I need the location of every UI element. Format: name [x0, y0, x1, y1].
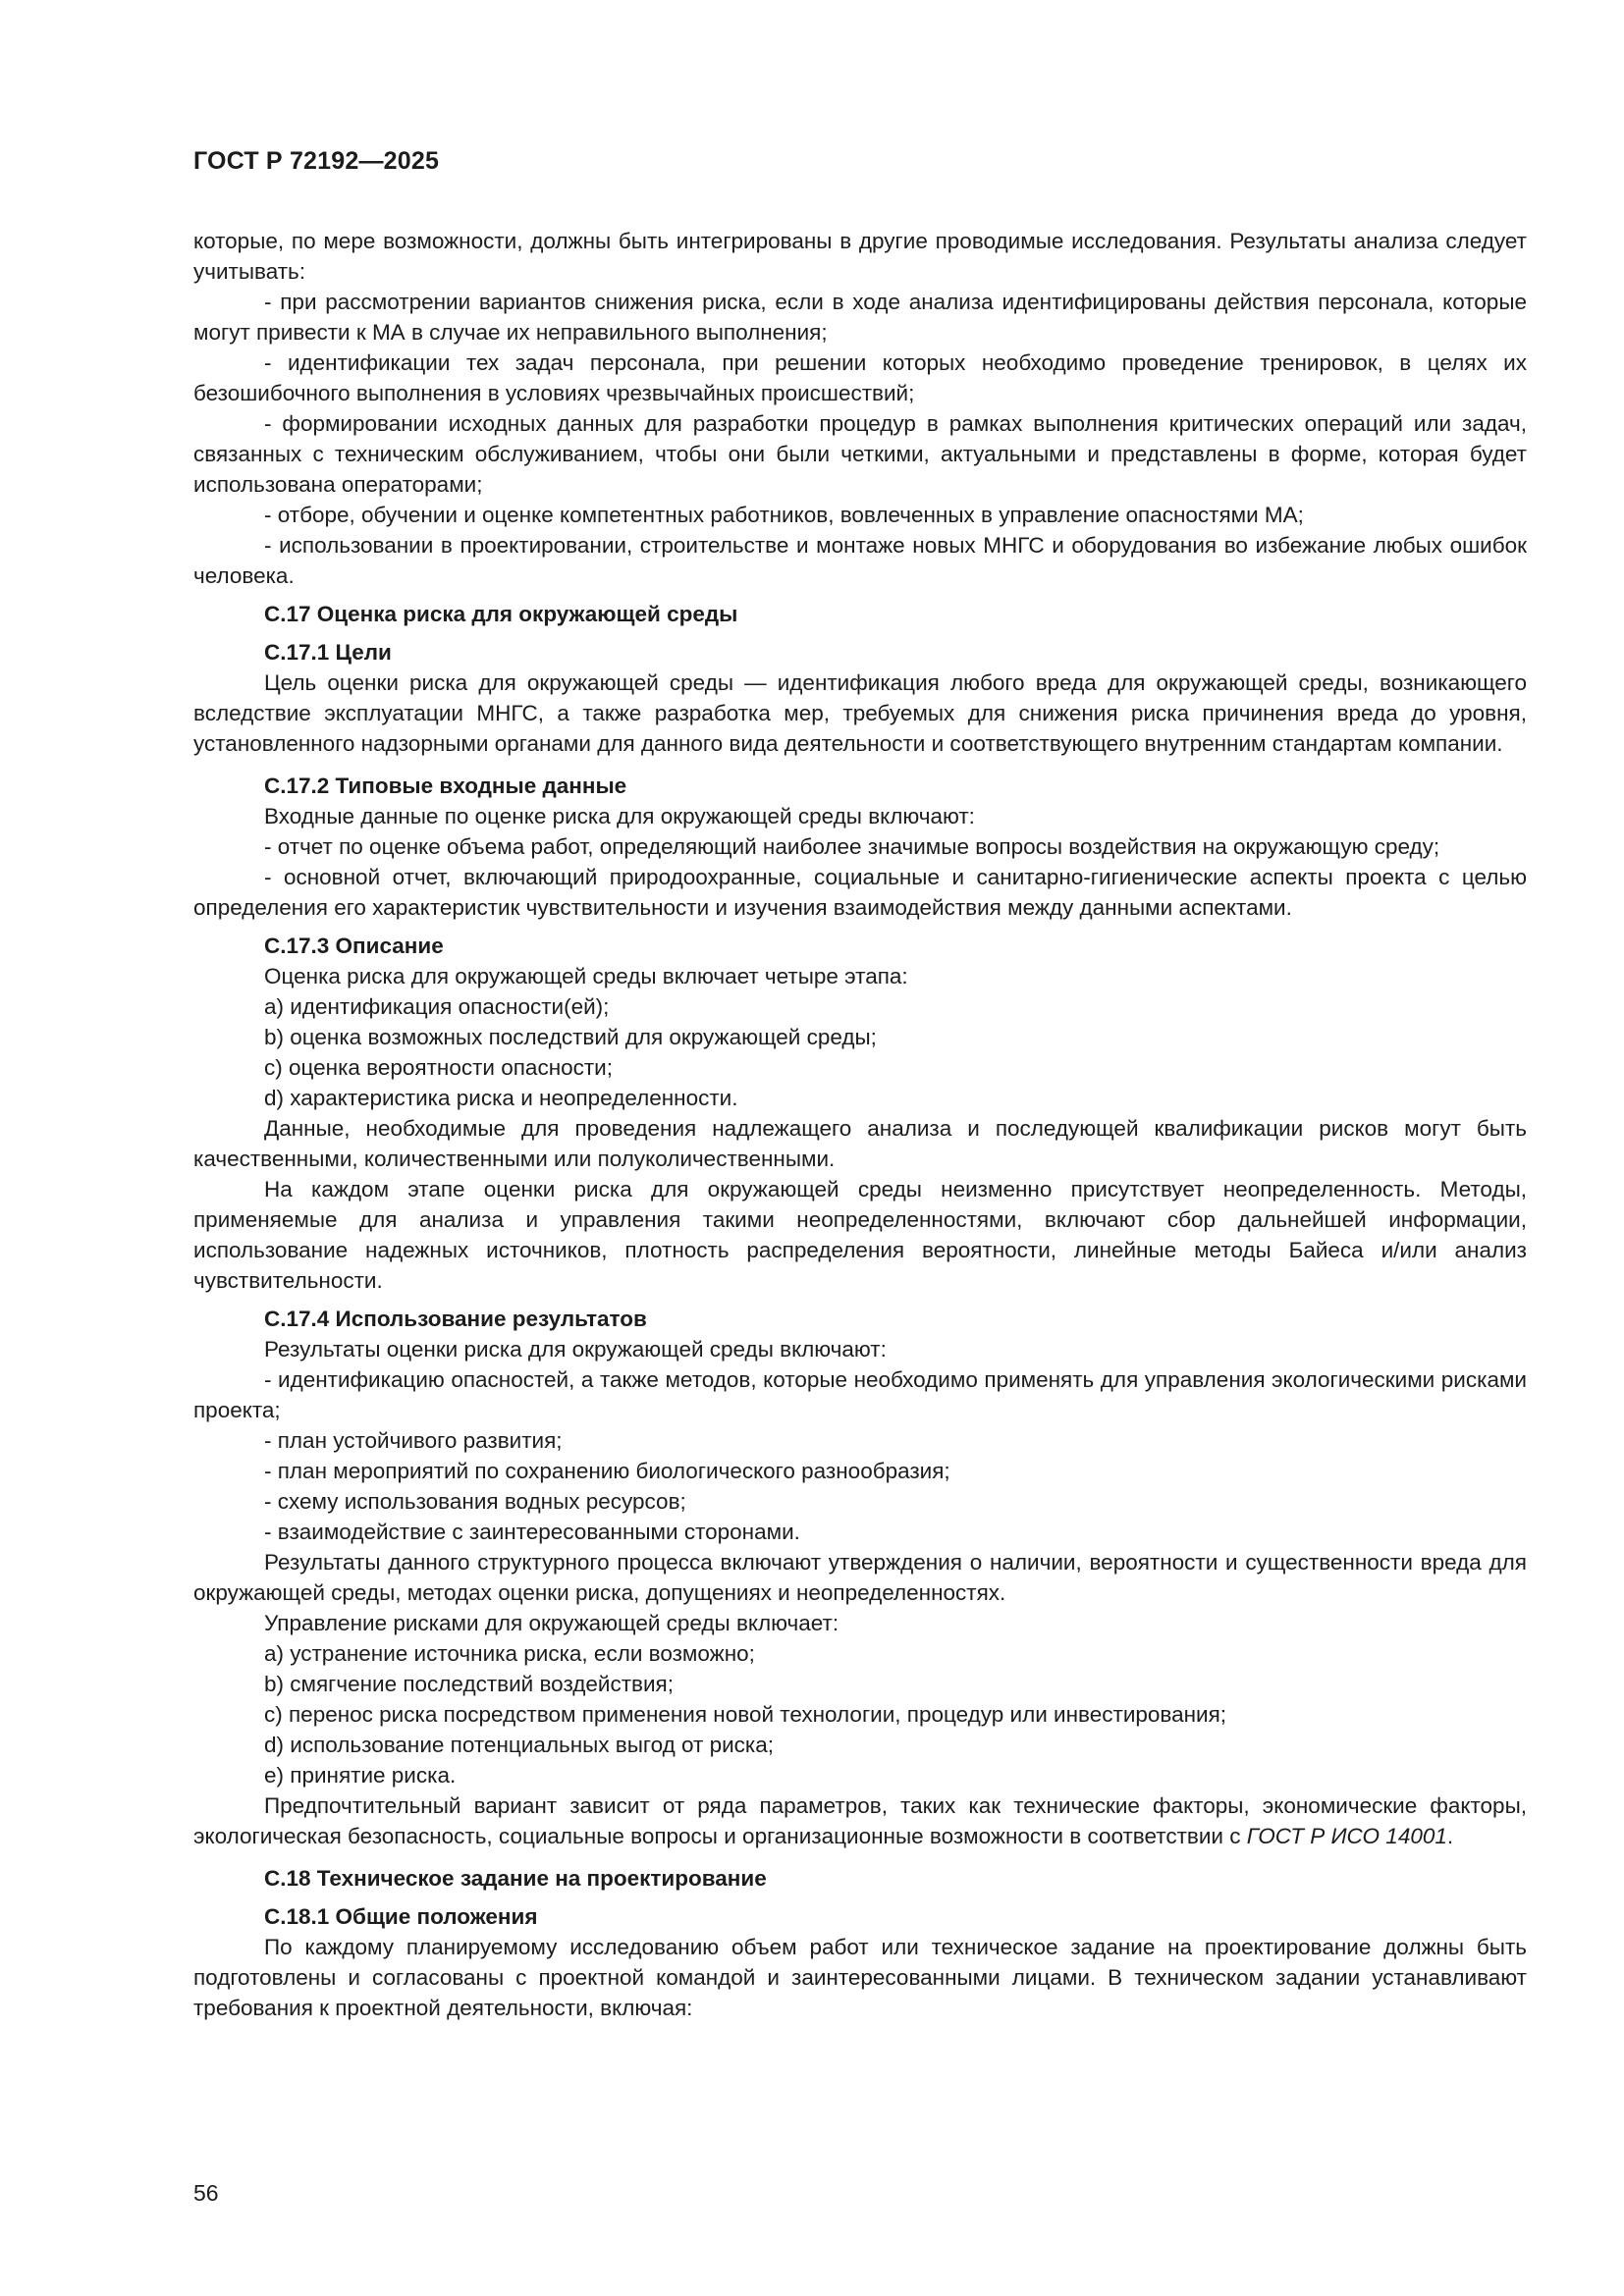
document-header: ГОСТ Р 72192—2025	[193, 147, 440, 175]
list-item: - отборе, обучении и оценке компетентных работников, вовлеченных в управление опасностями МА;	[264, 503, 1304, 527]
list-item: a) идентификация опасности(ей);	[264, 994, 610, 1019]
list-item: d) использование потенциальных выгод от риска;	[264, 1733, 775, 1757]
list-item: - план устойчивого развития;	[264, 1428, 563, 1453]
paragraph: Данные, необходимые для проведения надлежащего анализа и последующей квалификации рисков могут быть качественными, количественными или полуколичественными.	[193, 1116, 1527, 1171]
subsection-heading: С.18.1 Общие положения	[264, 1904, 538, 1929]
subsection-heading: С.17.3 Описание	[264, 934, 444, 958]
list-item: d) характеристика риска и неопределенности.	[264, 1086, 738, 1110]
paragraph-text: Предпочтительный вариант зависит от ряда параметров, таких как технические факторы, экономические факторы, экологическая безопасность, социальные вопросы и организационные возможности в соответствии с	[193, 1793, 1527, 1848]
paragraph: Оценка риска для окружающей среды включает четыре этапа:	[264, 964, 908, 988]
list-item: b) смягчение последствий воздействия;	[264, 1672, 674, 1696]
list-item: - при рассмотрении вариантов снижения риска, если в ходе анализа идентифицированы действия персонала, которые могут привести к МА в случае их неправильного выполнения;	[193, 290, 1527, 345]
list-item: - использовании в проектировании, строительстве и монтаже новых МНГС и оборудования во избежание любых ошибок человека.	[193, 533, 1527, 588]
paragraph: Результаты данного структурного процесса включают утверждения о наличии, вероятности и существенности вреда для окружающей среды, методах оценки риска, допущениях и неопределенностях.	[193, 1550, 1527, 1605]
paragraph: На каждом этапе оценки риска для окружающей среды неизменно присутствует неопределенность. Методы, применяемые для анализа и управления такими неопределенностями, включают сбор дальнейшей информации, использование надежных источников, плотность распределения вероятности, линейные методы Байеса и/или анализ чувствительности.	[193, 1177, 1527, 1293]
list-item: - идентификации тех задач персонала, при решении которых необходимо проведение тренировок, в целях их безошибочного выполнения в условиях чрезвычайных происшествий;	[193, 350, 1527, 405]
section-heading: С.17 Оценка риска для окружающей среды	[264, 602, 738, 626]
list-item: - основной отчет, включающий природоохранные, социальные и санитарно-гигиенические аспекты проекта с целью определения его характеристик чувствительности и изучения взаимодействия между данными аспектами.	[193, 865, 1527, 920]
list-item: - отчет по оценке объема работ, определяющий наиболее значимые вопросы воздействия на окружающую среду;	[264, 834, 1440, 859]
list-item: c) оценка вероятности опасности;	[264, 1055, 614, 1080]
list-item: - схему использования водных ресурсов;	[264, 1489, 686, 1514]
page-number: 56	[193, 2180, 219, 2206]
list-item: - формировании исходных данных для разработки процедур в рамках выполнения критических операций или задач, связанных с техническим обслуживанием, чтобы они были четкими, актуальными и представлены в форме, которая будет использована операторами;	[193, 411, 1527, 497]
paragraph	[193, 1790, 1527, 1851]
document-body	[193, 226, 1527, 2023]
list-item: - взаимодействие с заинтересованными сторонами.	[264, 1520, 800, 1544]
paragraph: которые, по мере возможности, должны быть интегрированы в другие проводимые исследования. Результаты анализа следует учитывать:	[193, 229, 1527, 284]
paragraph: Цель оценки риска для окружающей среды — идентификация любого вреда для окружающей среды, возникающего вследствие эксплуатации МНГС, а также разработка мер, требуемых для снижения риска причинения вреда до уровня, установленного надзорными органами для данного вида деятельности и соответствующего внутренним стандартам компании.	[193, 670, 1527, 756]
subsection-heading: С.17.4 Использование результатов	[264, 1307, 647, 1331]
list-item: e) принятие риска.	[264, 1763, 457, 1788]
list-item: a) устранение источника риска, если возможно;	[264, 1641, 755, 1666]
list-item: c) перенос риска посредством применения новой технологии, процедур или инвестирования;	[264, 1702, 1227, 1727]
subsection-heading: С.17.1 Цели	[264, 640, 392, 665]
standard-reference: ГОСТ Р ИСО 14001	[1246, 1824, 1447, 1848]
subsection-heading: С.17.2 Типовые входные данные	[264, 774, 627, 798]
list-item: - идентификацию опасностей, а также методов, которые необходимо применять для управления экологическими рисками проекта;	[193, 1367, 1527, 1422]
paragraph: Управление рисками для окружающей среды включает:	[264, 1611, 839, 1635]
paragraph: По каждому планируемому исследованию объем работ или техническое задание на проектирование должны быть подготовлены и согласованы с проектной командой и заинтересованными лицами. В техническом задании устанавливают требования к проектной деятельности, включая:	[193, 1935, 1527, 2020]
list-item: b) оценка возможных последствий для окружающей среды;	[264, 1025, 877, 1049]
paragraph: Результаты оценки риска для окружающей среды включают:	[264, 1337, 887, 1362]
paragraph: Входные данные по оценке риска для окружающей среды включают:	[264, 804, 975, 828]
paragraph-end: .	[1446, 1824, 1454, 1848]
list-item: - план мероприятий по сохранению биологического разнообразия;	[264, 1459, 950, 1483]
section-heading: С.18 Техническое задание на проектирование	[264, 1866, 767, 1891]
